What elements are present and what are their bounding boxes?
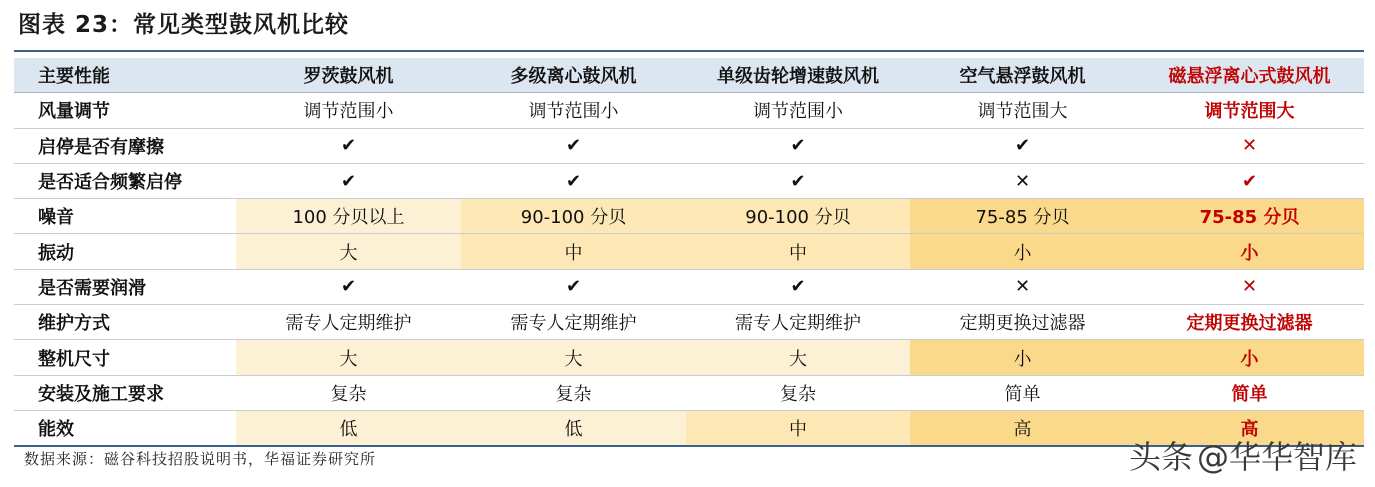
table-cell: 90-100 分贝	[686, 199, 910, 234]
row-label: 是否需要润滑	[14, 269, 236, 304]
table-header-row	[14, 58, 1364, 93]
table-cell: 90-100 分贝	[461, 199, 686, 234]
table-row	[14, 375, 1364, 410]
table-cell: 大	[236, 234, 461, 269]
table-cell: 调节范围小	[686, 93, 910, 128]
table-cell: 需专人定期维护	[686, 305, 910, 340]
table-cell-highlight: 高	[1135, 410, 1364, 446]
table-cell: 大	[461, 340, 686, 375]
table-cell: 简单	[910, 375, 1135, 410]
table-cell: 低	[236, 410, 461, 446]
cross-icon: ✕	[910, 269, 1135, 304]
table-row	[14, 199, 1364, 234]
table-cell-highlight: 简单	[1135, 375, 1364, 410]
figure-title: 图表 23：常见类型鼓风机比较	[18, 12, 350, 38]
table-cell-highlight: 小	[1135, 234, 1364, 269]
table-cell: 中	[461, 234, 686, 269]
check-icon: ✔	[1135, 163, 1364, 198]
check-icon: ✔	[236, 269, 461, 304]
watermark	[1129, 432, 1357, 478]
table-cell-highlight: 75-85 分贝	[1135, 199, 1364, 234]
header-cell-maglev-blower: 磁悬浮离心式鼓风机	[1135, 58, 1364, 93]
table-cell: 需专人定期维护	[236, 305, 461, 340]
table-cell-highlight: 调节范围大	[1135, 93, 1364, 128]
table-cell: 调节范围大	[910, 93, 1135, 128]
table-cell: 中	[686, 410, 910, 446]
row-label: 能效	[14, 410, 236, 446]
table-row	[14, 340, 1364, 375]
cross-icon: ✕	[910, 163, 1135, 198]
row-label: 噪音	[14, 199, 236, 234]
table-cell: 小	[910, 234, 1135, 269]
source-note: 数据来源：磁谷科技招股说明书，华福证券研究所	[24, 450, 377, 468]
check-icon: ✔	[461, 163, 686, 198]
table-row	[14, 128, 1364, 163]
table-cell: 高	[910, 410, 1135, 446]
watermark-platform: 头条	[1128, 438, 1193, 476]
header-cell-performance: 主要性能	[14, 58, 236, 93]
table-cell: 需专人定期维护	[461, 305, 686, 340]
table-cell: 100 分贝以上	[236, 199, 461, 234]
table-cell: 大	[236, 340, 461, 375]
row-label: 是否适合频繁启停	[14, 163, 236, 198]
table-cell: 复杂	[461, 375, 686, 410]
cross-icon: ✕	[1135, 269, 1364, 304]
row-label: 振动	[14, 234, 236, 269]
check-icon: ✔	[461, 269, 686, 304]
title-rule	[14, 50, 1364, 52]
table-row	[14, 305, 1364, 340]
check-icon: ✔	[461, 128, 686, 163]
row-label: 维护方式	[14, 305, 236, 340]
check-icon: ✔	[686, 269, 910, 304]
check-icon: ✔	[686, 163, 910, 198]
table-cell: 低	[461, 410, 686, 446]
table-cell: 调节范围小	[461, 93, 686, 128]
table-cell: 中	[686, 234, 910, 269]
comparison-table	[14, 58, 1364, 447]
row-label: 风量调节	[14, 93, 236, 128]
row-label: 整机尺寸	[14, 340, 236, 375]
row-label: 启停是否有摩擦	[14, 128, 236, 163]
check-icon: ✔	[236, 128, 461, 163]
check-icon: ✔	[910, 128, 1135, 163]
row-label: 安装及施工要求	[14, 375, 236, 410]
table-cell: 小	[910, 340, 1135, 375]
cross-icon: ✕	[1135, 128, 1364, 163]
table-cell: 大	[686, 340, 910, 375]
table-cell: 复杂	[236, 375, 461, 410]
check-icon: ✔	[686, 128, 910, 163]
header-cell-roots-blower: 罗茨鼓风机	[236, 58, 461, 93]
table-row	[14, 163, 1364, 198]
table-row	[14, 234, 1364, 269]
table-cell: 定期更换过滤器	[910, 305, 1135, 340]
header-cell-gear-blower: 单级齿轮增速鼓风机	[686, 58, 910, 93]
table-cell: 75-85 分贝	[910, 199, 1135, 234]
table-row	[14, 93, 1364, 128]
table-cell: 调节范围小	[236, 93, 461, 128]
check-icon: ✔	[236, 163, 461, 198]
table-cell-highlight: 小	[1135, 340, 1364, 375]
header-cell-air-bearing-blower: 空气悬浮鼓风机	[910, 58, 1135, 93]
table-cell-highlight: 定期更换过滤器	[1135, 305, 1364, 340]
table-row	[14, 269, 1364, 304]
watermark-account: @华华智库	[1196, 438, 1357, 476]
header-cell-multistage-blower: 多级离心鼓风机	[461, 58, 686, 93]
table-cell: 复杂	[686, 375, 910, 410]
